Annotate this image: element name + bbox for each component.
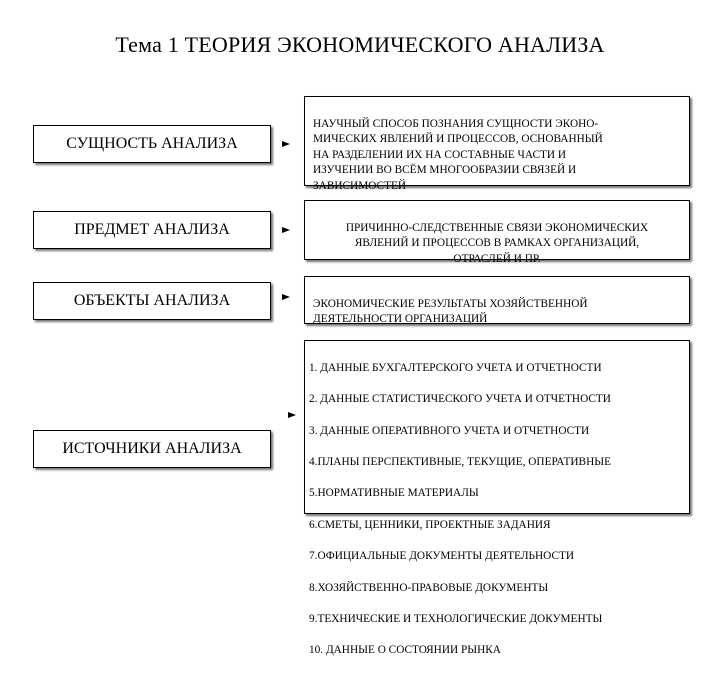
list-item: 10. ДАННЫЕ О СОСТОЯНИИ РЫНКА [309,644,501,657]
list-item: 1. ДАННЫЕ БУХГАЛТЕРСКОГО УЧЕТА И ОТЧЕТНОСТИ [309,361,602,374]
list-item: 3. ДАННЫЕ ОПЕРАТИВНОГО УЧЕТА И ОТЧЕТНОСТИ [309,424,590,437]
list-item: 8.ХОЗЯЙСТВЕННО-ПРАВОВЫЕ ДОКУМЕНТЫ [309,581,549,594]
description-subject: ПРИЧИННО-СЛЕДСТВЕННЫЕ СВЯЗИ ЭКОНОМИЧЕСКИХ ЯВЛЕНИЙ И ПРОЦЕССОВ В РАМКАХ ОРГАНИЗАЦИЙ, ОТРАСЛЕЙ И ПР. [345,221,649,265]
arrow-right-icon [282,293,290,301]
label-sources: ИСТОЧНИКИ АНАЛИЗА [62,440,242,457]
page-title: Тема 1 ТЕОРИЯ ЭКОНОМИЧЕСКОГО АНАЛИЗА [115,32,605,57]
list-item: 9.ТЕХНИЧЕСКИЕ И ТЕХНОЛОГИЧЕСКИЕ ДОКУМЕНТЫ [309,612,603,625]
label-essence: СУЩНОСТЬ АНАЛИЗА [66,135,238,152]
list-item: 2. ДАННЫЕ СТАТИСТИЧЕСКОГО УЧЕТА И ОТЧЕТНОСТИ [309,393,611,406]
label-subject: ПРЕДМЕТ АНАЛИЗА [74,221,230,238]
list-item: 6.СМЕТЫ, ЦЕННИКИ, ПРОЕКТНЫЕ ЗАДАНИЯ [309,518,551,531]
description-objects: ЭКОНОМИЧЕСКИЕ РЕЗУЛЬТАТЫ ХОЗЯЙСТВЕННОЙ ДЕЯТЕЛЬНОСТИ ОРГАНИЗАЦИЙ [313,297,588,325]
list-item: 4.ПЛАНЫ ПЕРСПЕКТИВНЫЕ, ТЕКУЩИЕ, ОПЕРАТИВНЫЕ [309,455,611,468]
sources-list [304,340,690,657]
label-box-subject [33,211,271,249]
arrow-right-icon [282,226,290,234]
label-objects: ОБЪЕКТЫ АНАЛИЗА [73,292,231,309]
list-item: 5.НОРМАТИВНЫЕ МАТЕРИАЛЫ [309,487,479,500]
label-box-essence [33,125,271,163]
arrow-right-icon [288,411,296,419]
description-box-objects [304,276,690,324]
label-box-sources [33,430,271,468]
description-essence: НАУЧНЫЙ СПОСОБ ПОЗНАНИЯ СУЩНОСТИ ЭКОНО- МИЧЕСКИХ ЯВЛЕНИЙ И ПРОЦЕССОВ, ОСНОВАННЫЙ НА РАЗДЕЛЕНИИ ИХ НА СОСТАВНЫЕ ЧАСТИ И ИЗУЧЕНИИ ВО ВСЁМ МНОГООБРАЗИИ СВЯЗЕЙ И ЗАВИСИМОСТЕЙ [313,117,603,192]
list-item: 7.ОФИЦИАЛЬНЫЕ ДОКУМЕНТЫ ДЕЯТЕЛЬНОСТИ [309,550,575,563]
arrow-right-icon [282,140,290,148]
description-box-subject [304,200,690,265]
description-box-essence [304,96,690,192]
label-box-objects [33,282,271,320]
